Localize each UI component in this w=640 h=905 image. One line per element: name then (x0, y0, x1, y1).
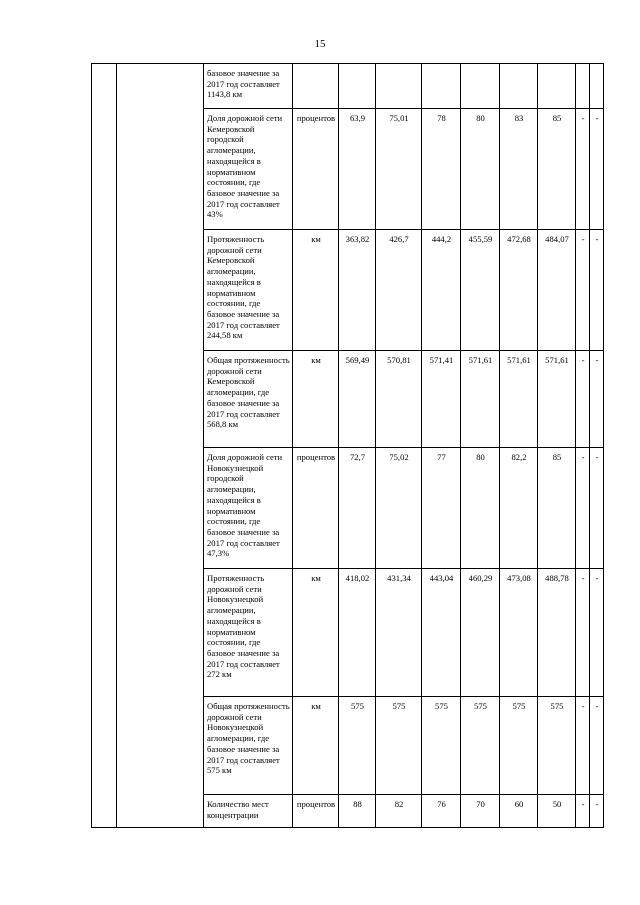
value-cell (538, 64, 576, 109)
value-cell: 50 (538, 795, 576, 828)
unit-cell: км (293, 351, 339, 448)
value-cell: 70 (461, 795, 500, 828)
unit-cell: процентов (293, 795, 339, 828)
extra-cell: - (590, 448, 604, 569)
indicator-name: Общая протяженность дорожной сети Новокузнецкой агломерации, где базовое значение за 2017 год составляет 575 км (204, 697, 293, 795)
value-cell: 575 (422, 697, 461, 795)
value-cell: 473,08 (500, 569, 538, 697)
extra-cell: - (590, 697, 604, 795)
value-cell: 570,81 (376, 351, 422, 448)
value-cell: 75,02 (376, 448, 422, 569)
value-cell: 426,7 (376, 230, 422, 351)
value-cell: 76 (422, 795, 461, 828)
value-cell: 575 (461, 697, 500, 795)
extra-cell: - (590, 351, 604, 448)
extra-cell: - (576, 230, 590, 351)
value-cell: 82 (376, 795, 422, 828)
value-cell: 85 (538, 448, 576, 569)
unit-cell: процентов (293, 448, 339, 569)
indicator-name: Доля дорожной сети Новокузнецкой городской агломерации, находящейся в нормативном состоянии, где базовое значение за 2017 год составляет 47,3% (204, 448, 293, 569)
extra-cell (590, 64, 604, 109)
extra-cell: - (590, 230, 604, 351)
value-cell: 455,59 (461, 230, 500, 351)
value-cell: 484,07 (538, 230, 576, 351)
value-cell: 472,68 (500, 230, 538, 351)
indicator-name: Общая протяженность дорожной сети Кемеровской агломерации, где базовое значение за 2017 год составляет 568,8 км (204, 351, 293, 448)
value-cell (376, 64, 422, 109)
table-row (92, 64, 604, 109)
value-cell: 575 (538, 697, 576, 795)
value-cell: 80 (461, 109, 500, 230)
indicator-name: Протяженность дорожной сети Новокузнецкой агломерации, находящейся в нормативном состоянии, где базовое значение за 2017 год составляет 272 км (204, 569, 293, 697)
page-number: 15 (314, 38, 326, 50)
extra-cell: - (576, 351, 590, 448)
extra-cell: - (576, 569, 590, 697)
value-cell: 72,7 (339, 448, 376, 569)
value-cell (422, 64, 461, 109)
extra-cell: - (576, 697, 590, 795)
extra-cell: - (590, 795, 604, 828)
value-cell: 77 (422, 448, 461, 569)
value-cell: 60 (500, 795, 538, 828)
extra-cell: - (576, 795, 590, 828)
unit-cell: процентов (293, 109, 339, 230)
extra-cell: - (590, 109, 604, 230)
extra-cell: - (576, 109, 590, 230)
value-cell: 443,04 (422, 569, 461, 697)
unit-cell: км (293, 230, 339, 351)
indicators-table (91, 63, 604, 828)
unit-cell: км (293, 569, 339, 697)
value-cell: 444,2 (422, 230, 461, 351)
section-name-cell (117, 64, 204, 828)
value-cell: 85 (538, 109, 576, 230)
indicator-name: Количество мест концентрации (204, 795, 293, 828)
value-cell: 575 (376, 697, 422, 795)
value-cell (461, 64, 500, 109)
value-cell: 571,61 (500, 351, 538, 448)
extra-cell (576, 64, 590, 109)
value-cell: 571,61 (461, 351, 500, 448)
value-cell: 80 (461, 448, 500, 569)
extra-cell: - (590, 569, 604, 697)
value-cell: 575 (339, 697, 376, 795)
section-number-cell (92, 64, 117, 828)
value-cell: 431,34 (376, 569, 422, 697)
value-cell (500, 64, 538, 109)
value-cell: 363,82 (339, 230, 376, 351)
indicator-name: базовое значение за 2017 год составляет 1143,8 км (204, 64, 293, 109)
value-cell: 571,41 (422, 351, 461, 448)
extra-cell: - (576, 448, 590, 569)
value-cell: 418,02 (339, 569, 376, 697)
value-cell: 88 (339, 795, 376, 828)
unit-cell (293, 64, 339, 109)
indicator-name: Протяженность дорожной сети Кемеровской агломерации, находящейся в нормативном состоянии, где базовое значение за 2017 год составляет 244,58 км (204, 230, 293, 351)
value-cell: 571,61 (538, 351, 576, 448)
value-cell: 460,29 (461, 569, 500, 697)
value-cell: 575 (500, 697, 538, 795)
value-cell (339, 64, 376, 109)
value-cell: 82,2 (500, 448, 538, 569)
value-cell: 63,9 (339, 109, 376, 230)
indicator-name: Доля дорожной сети Кемеровской городской агломерации, находящейся в нормативном состоянии, где базовое значение за 2017 год составляет 43% (204, 109, 293, 230)
value-cell: 83 (500, 109, 538, 230)
value-cell: 75,01 (376, 109, 422, 230)
value-cell: 78 (422, 109, 461, 230)
value-cell: 569,49 (339, 351, 376, 448)
unit-cell: км (293, 697, 339, 795)
value-cell: 488,78 (538, 569, 576, 697)
